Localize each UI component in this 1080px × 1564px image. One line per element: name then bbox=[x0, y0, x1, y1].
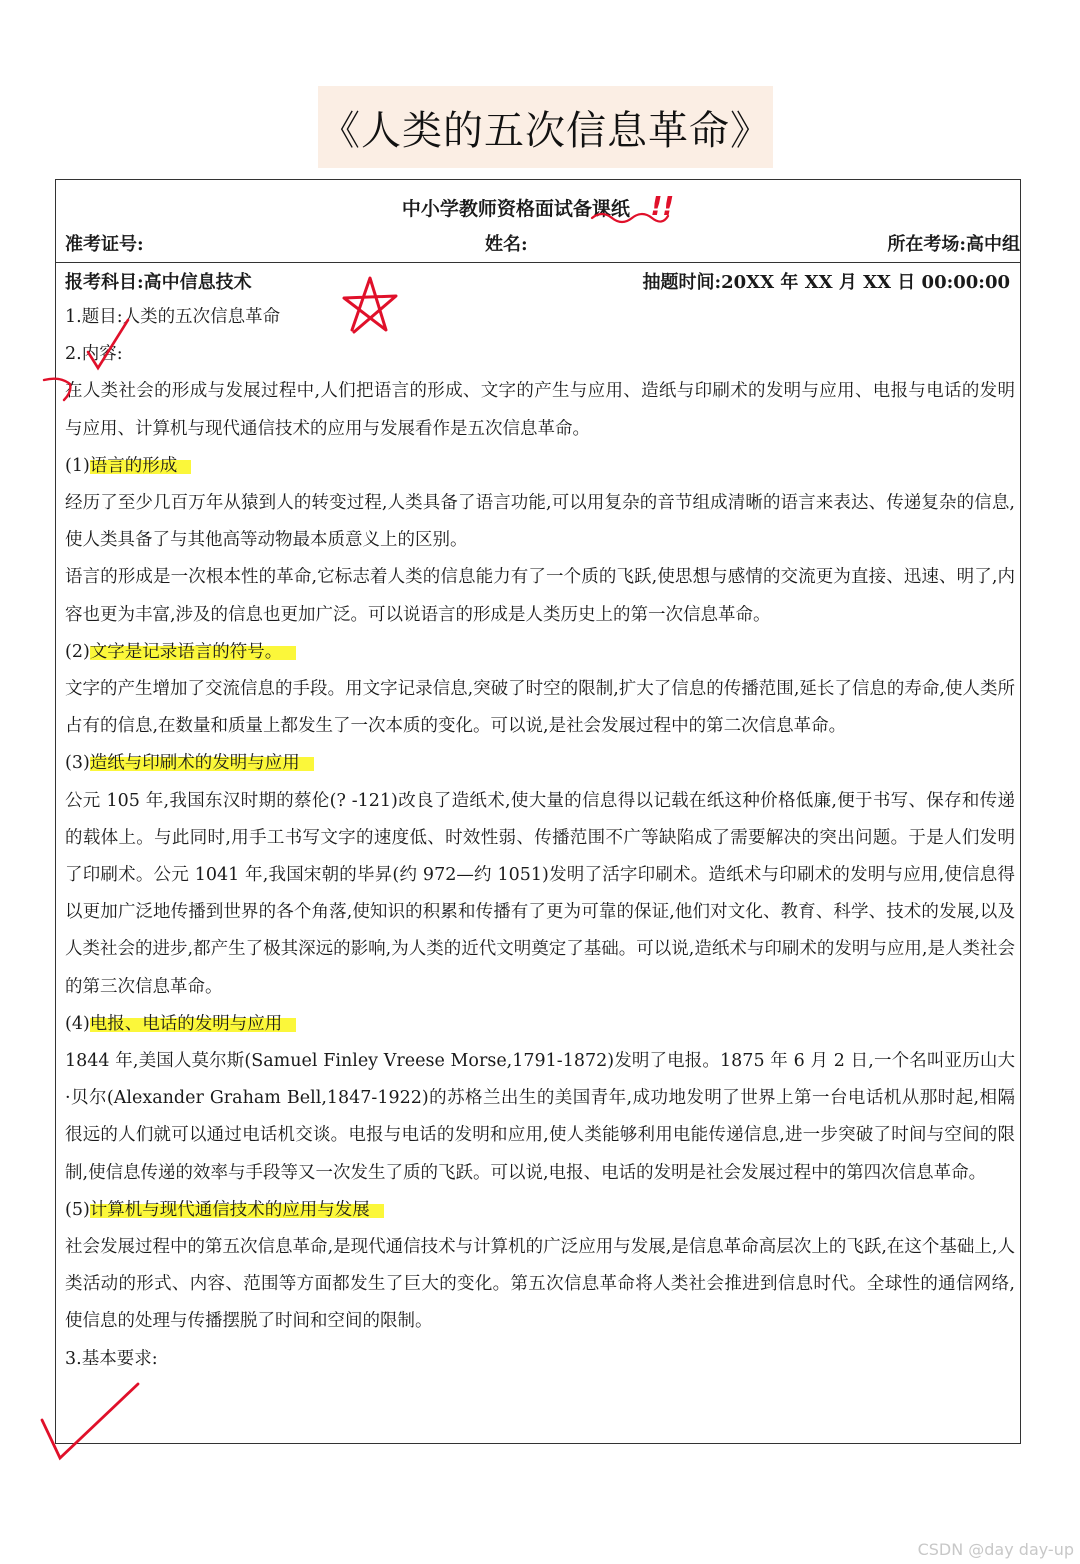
name-label: 姓名: bbox=[485, 234, 528, 255]
section-heading-4: (4)电报、电话的发明与应用 bbox=[65, 1006, 1015, 1043]
content-label: 2.内容: bbox=[65, 344, 123, 365]
section-4-para-1: 1844 年,美国人莫尔斯(Samuel Finley Vreese Morse,1791-1872)发明了电报。1875 年 6 月 2 日,一个名叫亚历山大·贝尔(Alexander Graham Bell,1847-1922)的苏格兰出生的美国青年,成功地发明了世界上第一台电话机从那时起,相隔很远的人们就可以通过电话机交谈。电报与电话的发明和应用,使人类能够利用电能传递信息,进一步突破了时间与空间的限制,使信息传递的效率与手段等又一次发生了质的飞跃。可以说,电报、电话的发明是社会发展过程中的第四次信息革命。 bbox=[65, 1051, 1015, 1183]
subject-label: 报考科目:高中信息技术 bbox=[65, 272, 252, 293]
sheet-heading bbox=[56, 192, 1020, 222]
section-3-para-1: 公元 105 年,我国东汉时期的蔡伦(? -121)改良了造纸术,使大量的信息得以记载在纸这种价格低廉,便于书写、保存和传递的载体上。与此同时,用手工书写文字的速度低、时效性弱、传播范围不广等缺陷成了需要解决的突出问题。于是人们发明了印刷术。公元 1041 年,我国宋朝的毕昇(约 972—约 1051)发明了活字印刷术。造纸术与印刷术的发明与应用,使信息得以更加广泛地传播到世界的各个角落,使知识的积累和传播有了更为可靠的保证,他们对文化、教育、科学、技术的发展,以及人类社会的进步,都产生了极其深远的影响,为人类的近代文明奠定了基础。可以说,造纸术与印刷术的发明与应用,是人类社会的第三次信息革命。 bbox=[65, 790, 1015, 997]
section-heading-2: (2)文字是记录语言的符号。 bbox=[65, 634, 1015, 671]
section-heading-5: (5)计算机与现代通信技术的应用与发展 bbox=[65, 1192, 1015, 1229]
venue-label: 所在考场:高中组 bbox=[887, 234, 1020, 255]
section-1-para-2: 语言的形成是一次根本性的革命,它标志着人类的信息能力有了一个质的飞跃,使思想与感情的交流更为直接、迅速、明了,内容也更为丰富,涉及的信息也更加广泛。可以说语言的形成是人类历史上的第一次信息革命。 bbox=[65, 567, 1015, 625]
subject-row bbox=[65, 268, 1010, 298]
watermark: CSDN @day day-up bbox=[917, 1540, 1074, 1559]
intro-paragraph: 在人类社会的形成与发展过程中,人们把语言的形成、文字的产生与应用、造纸与印刷术的发明与应用、电报与电话的发明与应用、计算机与现代通信技术的应用与发展看作是五次信息革命。 bbox=[65, 381, 1015, 439]
draw-time-label: 抽题时间:20XX 年 XX 月 XX 日 00:00:00 bbox=[642, 272, 1010, 293]
heading-exclaim-mark: !! bbox=[650, 192, 675, 222]
section-heading-3: (3)造纸与印刷术的发明与应用 bbox=[65, 745, 1015, 782]
section-2-para-1: 文字的产生增加了交流信息的手段。用文字记录信息,突破了时空的限制,扩大了信息的传播范围,延长了信息的寿命,使人类所占有的信息,在数量和质量上都发生了一次本质的变化。可以说,是社会发展过程中的第二次信息革命。 bbox=[65, 679, 1015, 737]
section-heading-1: (1)语言的形成 bbox=[65, 448, 1015, 485]
document-title: 《人类的五次信息革命》 bbox=[318, 86, 773, 168]
content-body bbox=[65, 299, 1015, 1378]
section-1-para-1: 经历了至少几百万年从猿到人的转变过程,人类具备了语言功能,可以用复杂的音节组成清晰的语言来表达、传递复杂的信息,使人类具备了与其他高等动物最本质意义上的区别。 bbox=[65, 493, 1015, 551]
requirements-label: 3.基本要求: bbox=[65, 1348, 158, 1369]
exam-id-label: 准考证号: bbox=[65, 234, 144, 255]
section-5-para-1: 社会发展过程中的第五次信息革命,是现代通信技术与计算机的广泛应用与发展,是信息革命高层次上的飞跃,在这个基础上,人类活动的形式、内容、范围等方面都发生了巨大的变化。第五次信息革命将人类社会推进到信息时代。全球性的通信网络,使信息的处理与传播摆脱了时间和空间的限制。 bbox=[65, 1237, 1015, 1332]
candidate-info-row bbox=[65, 230, 1020, 260]
topic-line: 1.题目:人类的五次信息革命 bbox=[65, 307, 281, 327]
sheet-heading-text: 中小学教师资格面试备课纸 bbox=[401, 198, 630, 220]
divider bbox=[56, 262, 1020, 263]
prep-sheet bbox=[55, 179, 1021, 1444]
